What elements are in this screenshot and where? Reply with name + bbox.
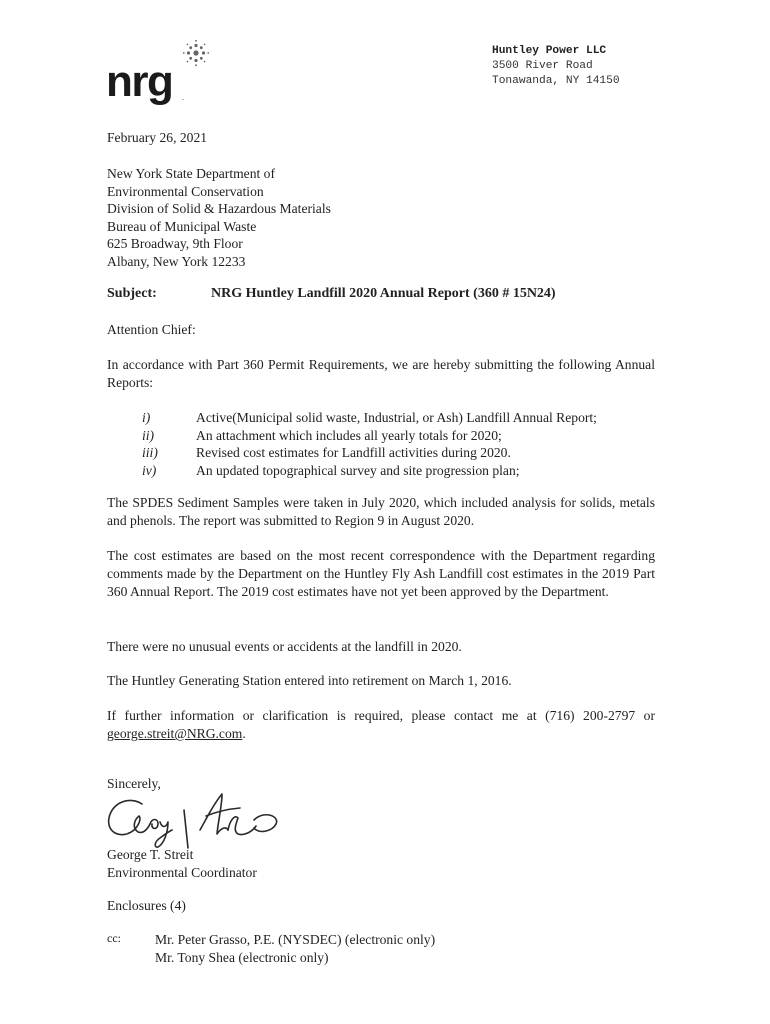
cost-estimate-paragraph: The cost estimates are based on the most recent correspondence with the Department regarding comments made by the Department on the Huntley Fly Ash Landfill cost estimates in the 2019 Part 360 Annual Report. The 2019 cost estimates have not yet been approved by the Department. [107, 548, 655, 599]
subject-text: NRG Huntley Landfill 2020 Annual Report (360 # 15N24) [211, 286, 556, 301]
retirement-paragraph: The Huntley Generating Station entered into retirement on March 1, 2016. [107, 673, 512, 688]
email-link[interactable]: george.streit@NRG.com [107, 726, 243, 741]
list-item-text: Active(Municipal solid waste, Industrial, or Ash) Landfill Annual Report; [196, 410, 597, 425]
signer-block [107, 846, 257, 881]
list-item-number: iv) [142, 462, 157, 478]
recipient-line: 625 Broadway, 9th Floor [107, 236, 243, 251]
list-item [142, 427, 662, 445]
cc-label: cc: [107, 931, 121, 945]
contact-paragraph [107, 707, 655, 743]
handwritten-signature [104, 790, 282, 850]
sender-city: Tonawanda, NY 14150 [492, 75, 620, 87]
sender-address [492, 44, 620, 89]
cc-recipient: Mr. Tony Shea (electronic only) [155, 949, 329, 965]
recipient-address [107, 165, 331, 270]
starburst-icon [183, 40, 209, 66]
spdes-paragraph: The SPDES Sediment Samples were taken in July 2020, which included analysis for solids, metals and phenols. The report was submitted to Region 9 in August 2020. [107, 495, 655, 528]
subject-label: Subject: [107, 286, 157, 301]
cc-recipient: Mr. Peter Grasso, P.E. (NYSDEC) (electronic only) [155, 932, 436, 947]
list-item-number: ii) [142, 427, 155, 443]
closing: Sincerely, [107, 776, 161, 791]
nrg-logo [106, 40, 214, 112]
sender-name: Huntley Power LLC [492, 45, 607, 57]
logo-wordmark: nrg [106, 57, 173, 106]
intro-paragraph: In accordance with Part 360 Permit Requirements, we are hereby submitting the following Annual Reports: [107, 357, 655, 390]
events-paragraph: There were no unusual events or accidents at the landfill in 2020. [107, 639, 462, 654]
enclosures-note: Enclosures (4) [107, 898, 186, 913]
recipient-line: New York State Department of [107, 166, 276, 181]
letter-date: February 26, 2021 [107, 130, 208, 145]
recipient-line: Albany, New York 12233 [107, 253, 246, 269]
list-item [142, 444, 662, 462]
logo-trademark: . [182, 93, 185, 102]
sender-street: 3500 River Road [492, 60, 593, 72]
report-list [142, 409, 662, 479]
signer-name: George T. Streit [107, 847, 194, 862]
cc-recipients [155, 931, 435, 966]
subject-line [107, 286, 556, 302]
salutation: Attention Chief: [107, 322, 196, 337]
list-item-number: i) [142, 410, 151, 425]
signer-title: Environmental Coordinator [107, 864, 257, 880]
list-item-text: An attachment which includes all yearly totals for 2020; [196, 427, 502, 443]
list-item-text: Revised cost estimates for Landfill activities during 2020. [196, 445, 511, 460]
list-item-number: iii) [142, 445, 158, 460]
recipient-line: Division of Solid & Hazardous Materials [107, 201, 331, 216]
contact-text: If further information or clarification is required, please contact me at (716) 200-2797 or [107, 708, 655, 723]
list-item-text: An updated topographical survey and site progression plan; [196, 462, 520, 478]
recipient-line: Bureau of Municipal Waste [107, 218, 257, 234]
list-item [142, 462, 662, 480]
list-item [142, 409, 662, 427]
contact-period: . [242, 726, 246, 741]
recipient-line: Environmental Conservation [107, 183, 264, 199]
